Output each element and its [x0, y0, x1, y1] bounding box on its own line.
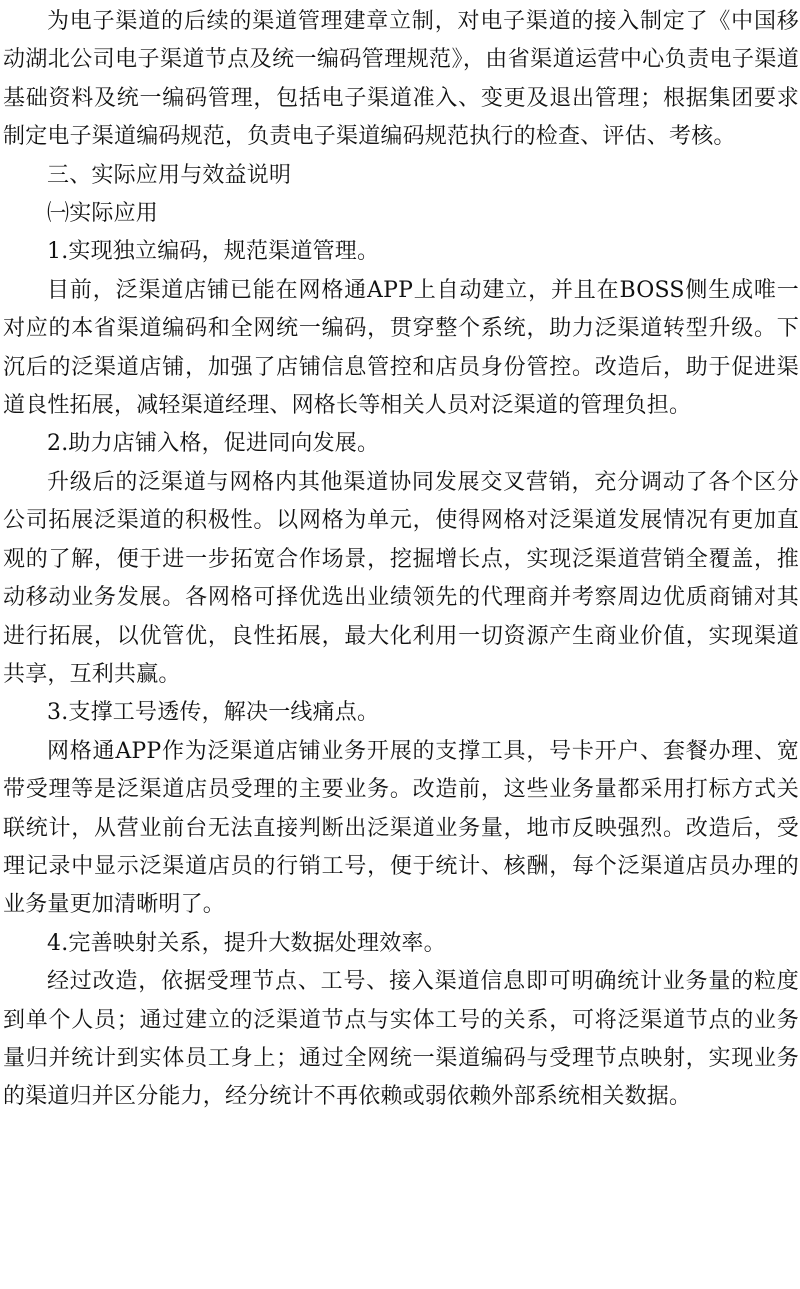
item-heading-staff-id-passthrough: 3.支撑工号透传，解决一线痛点。: [47, 700, 380, 726]
paragraph-independent-coding: 目前，泛渠道店铺已能在网格通APP上自动建立，并且在BOSS侧生成唯一对应的本省渠道编码和全网统一编码，贯穿整个系统，助力泛渠道转型升级。下沉后的泛渠道店铺，加强了店铺信息管控和店员身份管控。改造后，助于促进渠道良性拓展，减轻渠道经理、网格长等相关人员对泛渠道的管理负担。: [3, 277, 799, 419]
paragraph-mapping-relations: 经过改造，依据受理节点、工号、接入渠道信息即可明确统计业务量的粒度到单个人员；通过建立的泛渠道节点与实体工号的关系，可将泛渠道节点的业务量归并统计到实体员工身上；通过全网统一渠道编码与受理节点映射，实现业务的渠道归并区分能力，经分统计不再依赖或弱依赖外部系统相关数据。: [3, 969, 799, 1110]
item-heading-independent-coding: 1.实现独立编码，规范渠道管理。: [47, 239, 380, 265]
paragraph-staff-id-passthrough: 网格通APP作为泛渠道店铺业务开展的支撑工具，号卡开户、套餐办理、宽带受理等是泛渠道店员受理的主要业务。改造前，这些业务量都采用打标方式关联统计，从营业前台无法直接判断出泛渠道业务量，地市反映强烈。改造后，受理记录中显示泛渠道店员的行销工号，便于统计、核酬，每个泛渠道店员办理的业务量更加清晰明了。: [3, 738, 799, 918]
item-heading-mapping-relations: 4.完善映射关系，提升大数据处理效率。: [47, 930, 446, 956]
subsection-heading-practical-application: ㈠实际应用: [47, 201, 159, 227]
item-heading-store-grid: 2.助力店铺入格，促进同向发展。: [47, 431, 380, 457]
paragraph-store-grid: 升级后的泛渠道与网格内其他渠道协同发展交叉营销，充分调动了各个区分公司拓展泛渠道的积极性。以网格为单元，使得网格对泛渠道发展情况有更加直观的了解，便于进一步拓宽合作场景，挖掘增长点，实现泛渠道营销全覆盖，推动移动业务发展。各网格可择优选出业绩领先的代理商并考察周边优质商铺对其进行拓展，以优管优，良性拓展，最大化利用一切资源产生商业价值，实现渠道共享，互利共赢。: [3, 469, 799, 687]
paragraph-channel-management-rules: 为电子渠道的后续的渠道管理建章立制，对电子渠道的接入制定了《中国移动湖北公司电子渠道节点及统一编码管理规范》，由省渠道运营中心负责电子渠道基础资料及统一编码管理，包括电子渠道准入、变更及退出管理；根据集团要求制定电子渠道编码规范，负责电子渠道编码规范执行的检查、评估、考核。: [3, 9, 799, 150]
section-heading-application-benefits: 三、实际应用与效益说明: [47, 162, 292, 188]
